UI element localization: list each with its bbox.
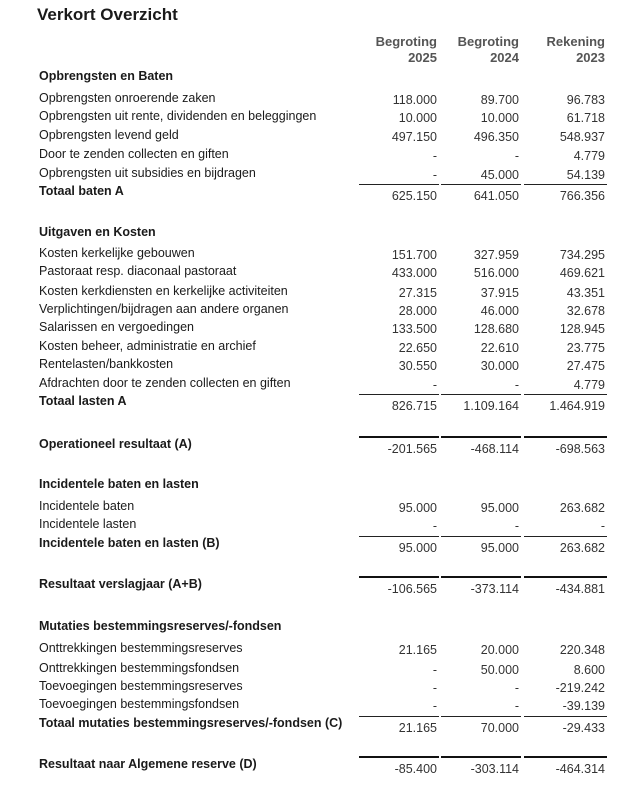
table-row: [0, 679, 642, 697]
cell-value: -303.114: [470, 762, 519, 776]
cell-value: 70.000: [480, 721, 519, 735]
table-row: [0, 166, 642, 184]
cell-value: -85.400: [394, 762, 437, 776]
column-header-begroting-2025: [357, 34, 437, 66]
row-total: [0, 184, 642, 202]
row-label: Onttrekkingen bestemmingsreserves: [39, 641, 243, 655]
row-total: [0, 536, 642, 554]
subtotal-rule: [524, 716, 607, 717]
cell-value: 96.783: [566, 93, 605, 107]
row-label: Opbrengsten en Baten: [39, 69, 174, 83]
row-label: Incidentele baten en lasten (B): [39, 536, 220, 550]
cell-value: 4.779: [573, 378, 605, 392]
row-label: Toevoegingen bestemmingsreserves: [39, 679, 243, 693]
cell-value: 95.000: [480, 541, 519, 555]
table-row: [0, 357, 642, 375]
table-row: [0, 376, 642, 394]
table-row: [0, 109, 642, 127]
table-row: [0, 128, 642, 146]
cell-value: 327.959: [473, 248, 519, 262]
cell-value: -29.433: [562, 721, 605, 735]
row-label: Salarissen en vergoedingen: [39, 320, 194, 334]
column-header-year: 2023: [576, 50, 605, 65]
cell-value: 37.915: [480, 286, 519, 300]
cell-value: 46.000: [480, 304, 519, 318]
subtotal-rule: [359, 536, 439, 537]
double-rule: [524, 756, 607, 758]
cell-value: -: [514, 519, 519, 533]
cell-value: 548.937: [559, 130, 605, 144]
row-total: [0, 394, 642, 412]
cell-value: 1.464.919: [549, 399, 605, 413]
cell-value: 28.000: [398, 304, 437, 318]
cell-value: 151.700: [391, 248, 437, 262]
double-rule: [441, 756, 521, 758]
row-label: Onttrekkingen bestemmingsfondsen: [39, 661, 240, 675]
cell-value: 826.715: [391, 399, 437, 413]
cell-value: 21.165: [398, 721, 437, 735]
row-total: [0, 716, 642, 734]
subtotal-rule: [359, 184, 439, 185]
row-result: [0, 437, 642, 455]
table-row: [0, 339, 642, 357]
cell-value: 641.050: [473, 189, 519, 203]
row-label: Opbrengsten uit subsidies en bijdragen: [39, 166, 256, 180]
row-label: Operationeel resultaat (A): [39, 437, 192, 451]
row-label: Totaal baten A: [39, 184, 124, 198]
double-rule: [359, 576, 439, 578]
table-row: [0, 641, 642, 659]
double-rule: [524, 436, 607, 438]
row-label: Incidentele baten: [39, 499, 135, 513]
cell-value: -: [514, 149, 519, 163]
subtotal-rule: [441, 184, 521, 185]
row-label: Rentelasten/bankkosten: [39, 357, 174, 371]
row-label: Totaal lasten A: [39, 394, 127, 408]
row-label: Incidentele baten en lasten: [39, 477, 199, 491]
row-header: [0, 619, 642, 637]
cell-value: -698.563: [555, 442, 605, 456]
cell-value: 10.000: [480, 111, 519, 125]
cell-value: -201.565: [387, 442, 437, 456]
row-result: [0, 577, 642, 595]
column-header-label: Begroting: [375, 34, 437, 49]
cell-value: 766.356: [559, 189, 605, 203]
cell-value: 95.000: [398, 541, 437, 555]
row-label: Uitgaven en Kosten: [39, 225, 156, 239]
cell-value: -: [514, 378, 519, 392]
row-label: Afdrachten door te zenden collecten en giften: [39, 376, 291, 390]
cell-value: 30.000: [480, 359, 519, 373]
cell-value: 45.000: [480, 168, 519, 182]
row-header: [0, 477, 642, 495]
subtotal-rule: [441, 536, 521, 537]
cell-value: -219.242: [555, 681, 605, 695]
cell-value: 61.718: [566, 111, 605, 125]
row-label: Toevoegingen bestemmingsfondsen: [39, 697, 240, 711]
cell-value: -: [514, 699, 519, 713]
cell-value: -: [432, 663, 437, 677]
subtotal-rule: [524, 184, 607, 185]
row-result: [0, 757, 642, 775]
subtotal-rule: [359, 716, 439, 717]
table-row: [0, 147, 642, 165]
subtotal-rule: [524, 536, 607, 537]
cell-value: -106.565: [387, 582, 437, 596]
cell-value: 734.295: [559, 248, 605, 262]
cell-value: -434.881: [555, 582, 605, 596]
cell-value: -: [432, 681, 437, 695]
cell-value: 10.000: [398, 111, 437, 125]
cell-value: 95.000: [398, 501, 437, 515]
column-header-label: Rekening: [546, 34, 605, 49]
cell-value: 89.700: [480, 93, 519, 107]
double-rule: [524, 576, 607, 578]
cell-value: 263.682: [559, 501, 605, 515]
cell-value: 20.000: [480, 643, 519, 657]
cell-value: 4.779: [573, 149, 605, 163]
cell-value: -39.139: [562, 699, 605, 713]
cell-value: 22.650: [398, 341, 437, 355]
cell-value: 1.109.164: [463, 399, 519, 413]
cell-value: 23.775: [566, 341, 605, 355]
cell-value: 21.165: [398, 643, 437, 657]
cell-value: 133.500: [391, 322, 437, 336]
row-label: Verplichtingen/bijdragen aan andere organen: [39, 302, 289, 316]
page-title: Verkort Overzicht: [37, 5, 178, 24]
cell-value: 433.000: [391, 266, 437, 280]
cell-value: -468.114: [470, 442, 519, 456]
cell-value: 32.678: [566, 304, 605, 318]
row-label: Resultaat verslagjaar (A+B): [39, 577, 202, 591]
table-row: [0, 697, 642, 715]
subtotal-rule: [359, 394, 439, 395]
row-label: Kosten kerkelijke gebouwen: [39, 246, 195, 260]
double-rule: [441, 436, 521, 438]
table-row: [0, 91, 642, 109]
row-label: Resultaat naar Algemene reserve (D): [39, 757, 257, 771]
cell-value: -: [432, 519, 437, 533]
cell-value: -464.314: [555, 762, 605, 776]
cell-value: 128.945: [559, 322, 605, 336]
table-row: [0, 264, 642, 282]
cell-value: 497.150: [391, 130, 437, 144]
subtotal-rule: [524, 394, 607, 395]
cell-value: 43.351: [566, 286, 605, 300]
column-header-year: 2025: [408, 50, 437, 65]
cell-value: -: [432, 168, 437, 182]
row-header: [0, 225, 642, 243]
row-label: Kosten kerkdiensten en kerkelijke activiteiten: [39, 284, 288, 298]
cell-value: 516.000: [473, 266, 519, 280]
table-row: [0, 284, 642, 302]
cell-value: -: [600, 519, 605, 533]
subtotal-rule: [441, 394, 521, 395]
row-label: Opbrengsten levend geld: [39, 128, 179, 142]
column-header-begroting-2024: [439, 34, 519, 66]
cell-value: -: [432, 378, 437, 392]
row-label: Mutaties bestemmingsreserves/-fondsen: [39, 619, 282, 633]
cell-value: -373.114: [470, 582, 519, 596]
table-row: [0, 517, 642, 535]
table-row: [0, 246, 642, 264]
cell-value: 220.348: [559, 643, 605, 657]
row-label: Incidentele lasten: [39, 517, 137, 531]
cell-value: 50.000: [480, 663, 519, 677]
cell-value: -: [432, 149, 437, 163]
cell-value: 95.000: [480, 501, 519, 515]
cell-value: -: [432, 699, 437, 713]
cell-value: 496.350: [473, 130, 519, 144]
double-rule: [359, 756, 439, 758]
double-rule: [359, 436, 439, 438]
row-label: Opbrengsten uit rente, dividenden en beleggingen: [39, 109, 317, 123]
table-row: [0, 661, 642, 679]
cell-value: 27.315: [398, 286, 437, 300]
cell-value: 263.682: [559, 541, 605, 555]
row-label: Totaal mutaties bestemmingsreserves/-fondsen (C): [39, 716, 343, 730]
cell-value: 8.600: [573, 663, 605, 677]
column-header-rekening-2023: [525, 34, 605, 66]
cell-value: 30.550: [398, 359, 437, 373]
table-row: [0, 499, 642, 517]
cell-value: 54.139: [566, 168, 605, 182]
cell-value: 22.610: [480, 341, 519, 355]
table-row: [0, 302, 642, 320]
row-header: [0, 69, 642, 87]
cell-value: 27.475: [566, 359, 605, 373]
cell-value: 625.150: [391, 189, 437, 203]
row-label: Pastoraat resp. diaconaal pastoraat: [39, 264, 237, 278]
cell-value: 118.000: [392, 93, 437, 107]
cell-value: -: [514, 681, 519, 695]
table-row: [0, 320, 642, 338]
column-header-label: Begroting: [457, 34, 519, 49]
subtotal-rule: [441, 716, 521, 717]
cell-value: 469.621: [559, 266, 605, 280]
double-rule: [441, 576, 521, 578]
cell-value: 128.680: [473, 322, 519, 336]
row-label: Door te zenden collecten en giften: [39, 147, 229, 161]
row-label: Opbrengsten onroerende zaken: [39, 91, 216, 105]
row-label: Kosten beheer, administratie en archief: [39, 339, 256, 353]
column-header-year: 2024: [490, 50, 519, 65]
